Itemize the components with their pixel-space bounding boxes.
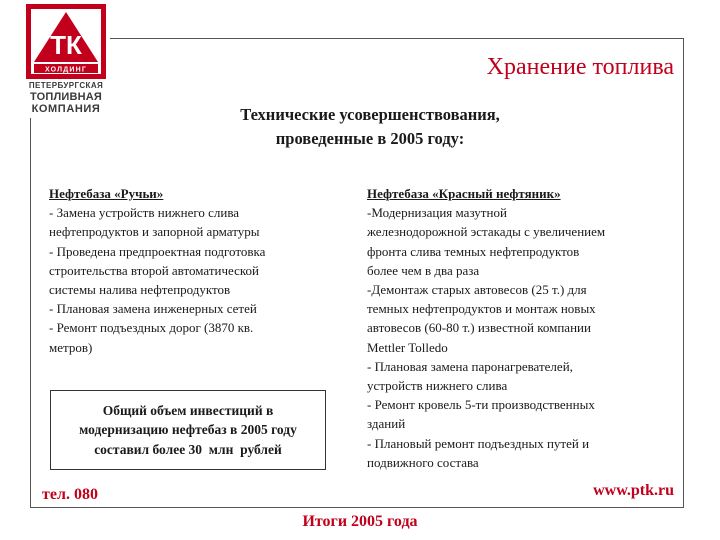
right-column-line: - Плановая замена паронагревателей, [367, 358, 573, 374]
right-column-line: железнодорожной эстакады с увеличением [367, 224, 606, 240]
company-name-line1: ПЕТЕРБУРГСКАЯ [28, 81, 104, 90]
right-column-line: Mettler Tolledo [367, 339, 448, 355]
right-column-line: -Демонтаж старых автовесов (25 т.) для [367, 282, 587, 298]
left-column-line: - Проведена предпроектная подготовка [49, 243, 266, 259]
left-column-title: Нефтебаза «Ручьи» [49, 186, 164, 201]
right-column [367, 184, 687, 472]
right-column-line: более чем в два раза [367, 262, 480, 278]
company-logo [22, 0, 110, 118]
left-column-line: - Замена устройств нижнего слива [49, 205, 240, 221]
logo-letters: ТК [50, 30, 82, 60]
subtitle-line: проведенные в 2005 году: [275, 129, 465, 148]
investment-line: модернизацию нефтебаз в 2005 году [79, 422, 297, 438]
right-column-line: фронта слива темных нефтепродуктов [367, 243, 580, 259]
right-column-line: устройств нижнего слива [367, 378, 508, 394]
right-column-line: -Модернизация мазутной [367, 205, 507, 221]
subtitle-line: Технические усовершенствования, [240, 105, 500, 124]
left-column-line: системы налива нефтепродуктов [49, 282, 231, 298]
right-column-line: темных нефтепродуктов и монтаж новых [367, 301, 596, 317]
slide-title: Хранение топлива [486, 54, 674, 80]
company-name [22, 82, 110, 115]
right-column-line: автовесов (60-80 т.) известной компании [367, 320, 591, 336]
phone-number: тел. 080 [42, 486, 98, 503]
investment-summary-box [50, 390, 326, 470]
left-column-line: - Плановая замена инженерных сетей [49, 301, 257, 317]
slide-subtitle [110, 103, 630, 151]
logo-band-text: ХОЛДИНГ [44, 66, 88, 74]
investment-line: Общий объем инвестиций в [102, 402, 274, 418]
left-column-line: строительства второй автоматической [49, 262, 259, 278]
left-column [49, 184, 334, 357]
right-column-line: - Плановый ремонт подъездных путей и [367, 435, 590, 451]
left-column-line: нефтепродуктов и запорной арматуры [49, 224, 260, 240]
ptk-logo-icon [26, 4, 106, 79]
footer-caption: Итоги 2005 года [302, 513, 418, 530]
company-name-line2: ТОПЛИВНАЯ [29, 91, 103, 103]
right-column-title: Нефтебаза «Красный нефтяник» [367, 186, 561, 201]
right-column-line: подвижного состава [367, 454, 479, 470]
left-column-line: метров) [49, 339, 93, 355]
investment-line: составил более 30 млн рублей [94, 441, 282, 457]
left-column-line: - Ремонт подъездных дорог (3870 кв. [49, 320, 254, 336]
right-column-line: зданий [367, 416, 406, 432]
website-link[interactable]: www.ptk.ru [593, 482, 674, 499]
company-name-line3: КОМПАНИЯ [31, 103, 101, 115]
right-column-line: - Ремонт кровель 5-ти производственных [367, 397, 595, 413]
